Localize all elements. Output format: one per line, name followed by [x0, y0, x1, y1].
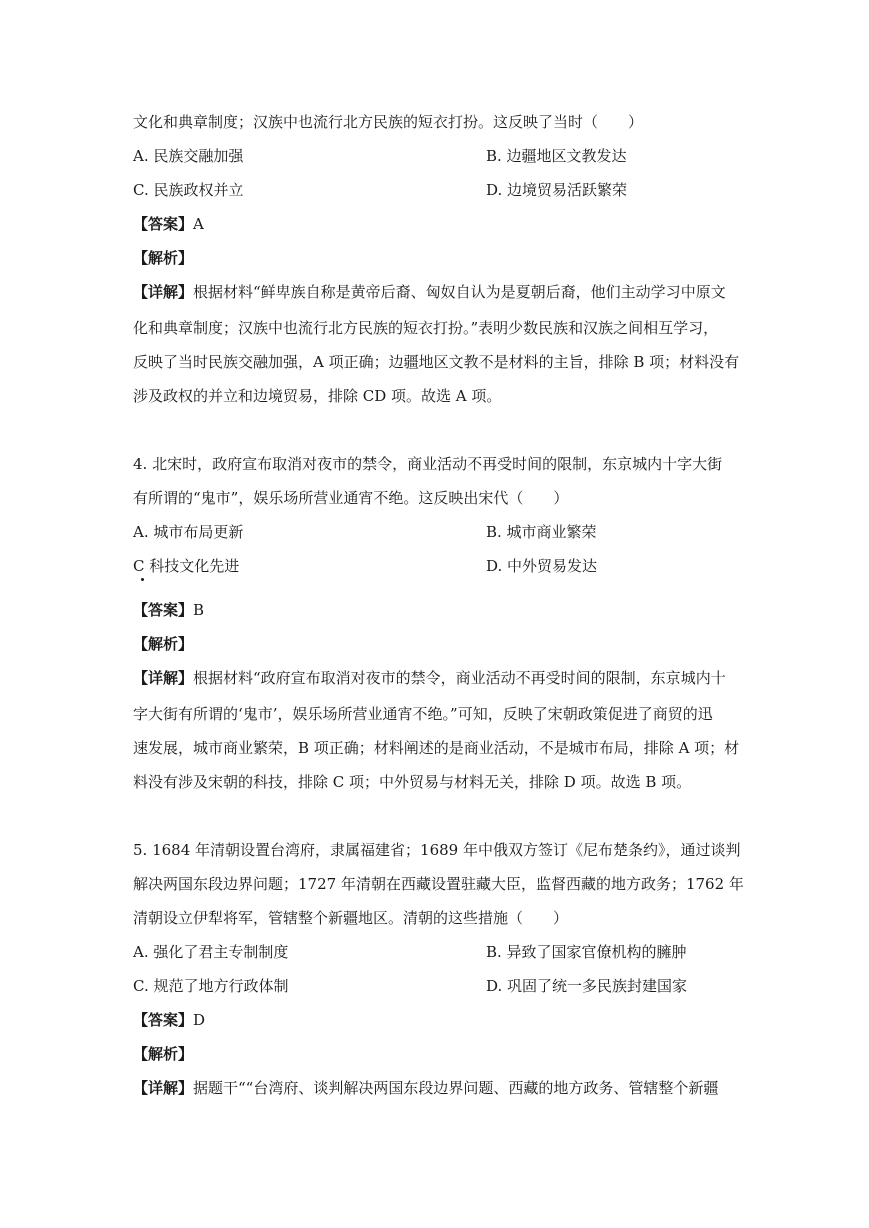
- q4-detail-line-1: [133, 668, 726, 688]
- q3-option-d: D. 边境贸易活跃繁荣: [486, 181, 628, 199]
- q4-analysis-tag: 【解析】: [133, 635, 194, 653]
- q5-option-a: A. 强化了君主专制制度: [133, 943, 289, 961]
- q5-stem-line-2: 解决两国东段边界问题；1727 年清朝在西藏设置驻藏大臣，监督西藏的地方政务；1762 年: [133, 875, 744, 893]
- q3-option-b: B. 边疆地区文教发达: [486, 147, 627, 165]
- q3-detail-line-2: 化和典章制度；汉族中也流行北方民族的短衣打扮。”表明少数民族和汉族之间相互学习，: [133, 319, 719, 337]
- q3-detail-line-3: 反映了当时民族交融加强，A 项正确；边疆地区文教不是材料的主旨，排除 B 项；材料没有: [133, 353, 740, 371]
- q4-detail-tag: 【详解】: [133, 669, 194, 687]
- q3-answer: [133, 214, 204, 234]
- q5-stem-line-3: 清朝设立伊犁将军，管辖整个新疆地区。清朝的这些措施（ ）: [133, 909, 569, 927]
- q3-detail-text: 根据材料“鲜卑族自称是黄帝后裔、匈奴自认为是夏朝后裔，他们主动学习中原文: [193, 283, 726, 301]
- q3-detail-tag: 【详解】: [133, 283, 194, 301]
- q5-answer: [133, 1010, 205, 1030]
- q3-stem: 文化和典章制度；汉族中也流行北方民族的短衣打扮。这反映了当时（ ）: [133, 113, 644, 131]
- q5-answer-value: D: [193, 1011, 206, 1029]
- q4-stem-line-2: 有所谓的“鬼市”，娱乐场所营业通宵不绝。这反映出宋代（ ）: [133, 489, 569, 507]
- q4-stem-line-1: 4. 北宋时，政府宣布取消对夜市的禁令，商业活动不再受时间的限制，东京城内十字大街: [133, 455, 723, 473]
- q4-option-c: C 科技文化先进: [133, 557, 240, 575]
- q3-detail-line-1: [133, 282, 726, 302]
- q5-stem-line-1: 5. 1684 年清朝设置台湾府，隶属福建省；1689 年中俄双方签订《尼布楚条约》，通过谈判: [133, 841, 741, 859]
- q4-detail-text: 根据材料“政府宣布取消对夜市的禁令，商业活动不再受时间的限制，东京城内十: [193, 669, 726, 687]
- q4-option-d: D. 中外贸易发达: [486, 557, 598, 575]
- q4-answer: [133, 600, 204, 620]
- q5-detail-line-1: [133, 1078, 718, 1098]
- q5-option-c: C. 规范了地方行政体制: [133, 977, 289, 995]
- q4-answer-tag: 【答案】: [133, 601, 194, 619]
- q3-detail-line-4: 涉及政权的并立和边境贸易，排除 CD 项。故选 A 项。: [133, 387, 502, 405]
- q5-analysis-tag: 【解析】: [133, 1045, 194, 1063]
- q3-answer-tag: 【答案】: [133, 215, 194, 233]
- q3-answer-value: A: [193, 215, 204, 233]
- q5-option-d: D. 巩固了统一多民族封建国家: [486, 977, 688, 995]
- q5-detail-tag: 【详解】: [133, 1079, 194, 1097]
- q5-answer-tag: 【答案】: [133, 1011, 194, 1029]
- q4-detail-line-2: 字大街有所谓的‘鬼市’，娱乐场所营业通宵不绝。”可知，反映了宋朝政策促进了商贸的迅: [133, 705, 713, 723]
- q4-detail-line-4: 料没有涉及宋朝的科技，排除 C 项；中外贸易与材料无关，排除 D 项。故选 B 项。: [133, 773, 692, 791]
- q4-answer-value: B: [193, 601, 205, 619]
- q4-detail-line-3: 速发展，城市商业繁荣，B 项正确；材料阐述的是商业活动，不是城市布局，排除 A 项；材: [133, 739, 740, 757]
- stray-dot: [141, 578, 144, 581]
- q3-option-a: A. 民族交融加强: [133, 147, 244, 165]
- q5-option-b: B. 异致了国家官僚机构的臃肿: [486, 943, 687, 961]
- q4-option-b: B. 城市商业繁荣: [486, 523, 597, 541]
- q5-detail-text: 据题干““台湾府、谈判解决两国东段边界问题、西藏的地方政务、管辖整个新疆: [193, 1079, 719, 1097]
- q4-option-a: A. 城市布局更新: [133, 523, 244, 541]
- q3-analysis-tag: 【解析】: [133, 249, 194, 267]
- q3-option-c: C. 民族政权并立: [133, 181, 244, 199]
